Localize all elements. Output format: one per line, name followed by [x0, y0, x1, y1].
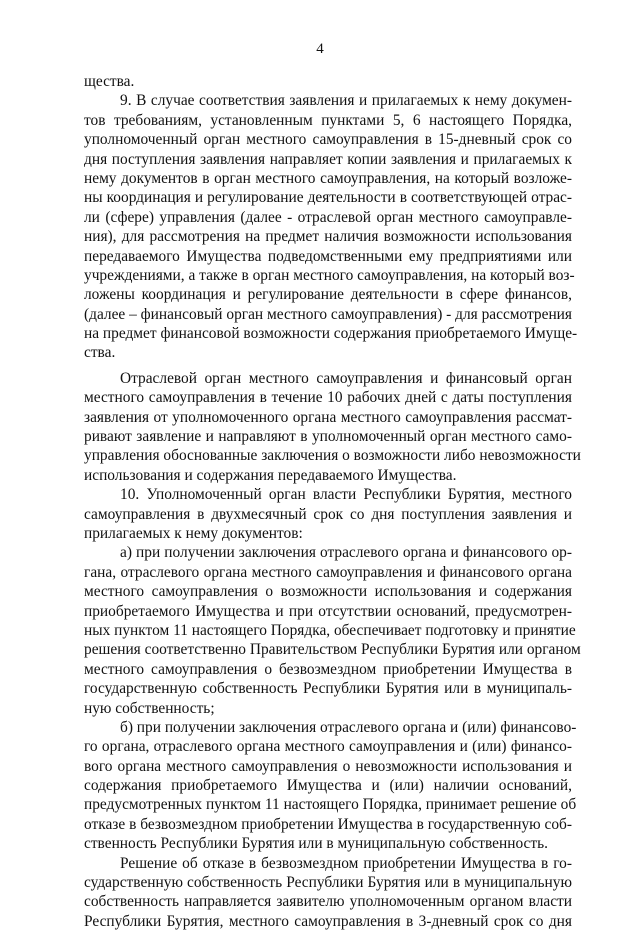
text-line: гана, отраслевого органа местного самоуправления и финансового органа — [84, 563, 572, 581]
text-line: ства. — [84, 344, 116, 362]
text-line: ривают заявление и направляют в уполномоченный орган местного само- — [84, 428, 572, 446]
text-line: управления обоснованные заключения о возможности либо невозможности — [84, 447, 581, 465]
text-line: отказе в безвозмездном приобретении Имущества в государственную соб- — [84, 815, 572, 833]
text-line: 9. В случае соответствия заявления и прилагаемых к нему докумен- — [120, 92, 572, 110]
text-line: ли (сфере) управления (далее - отраслевой орган местного самоуправле- — [84, 208, 572, 226]
text-line: ных пунктом 11 настоящего Порядка, обеспечивает подготовку и принятие — [84, 621, 576, 639]
text-line: решения соответственно Правительством Республики Бурятия или органом — [84, 641, 581, 659]
text-line: тов требованиям, установленным пунктами 5, 6 настоящего Порядка, — [84, 111, 572, 129]
paragraph-review — [84, 369, 581, 485]
text-line: дня поступления заявления направляет копии заявления и прилагаемых к — [84, 150, 572, 168]
text-line: ния), для рассмотрения на предмет наличия возможности использования — [84, 228, 572, 246]
paragraph-subitem-b — [84, 718, 577, 854]
text-line: Решение об отказе в безвозмездном приобретении Имущества в го- — [120, 854, 572, 872]
document-body — [84, 72, 581, 931]
text-line: местного самоуправления о безвозмездном приобретении Имущества в — [84, 660, 572, 678]
text-line: приобретаемого Имущества и при отсутствии оснований, предусмотрен- — [84, 602, 572, 620]
text-line: ную собственность; — [84, 699, 215, 717]
text-line: вого органа местного самоуправления о невозможности использования и — [84, 757, 572, 775]
paragraph-continuation — [84, 72, 572, 91]
text-line: местного самоуправления в течение 10 рабочих дней с даты поступления — [84, 389, 572, 407]
text-line: Отраслевой орган местного самоуправления и финансовый орган — [120, 369, 572, 387]
paragraph-item-10 — [84, 485, 572, 543]
text-line: щества. — [84, 73, 135, 90]
paragraph-item-9 — [84, 91, 578, 362]
text-line: сударственную собственность Республики Бурятия или в муниципальную — [84, 874, 572, 892]
text-line: местного самоуправления о возможности использования и содержания — [84, 583, 572, 601]
text-line: ны координация и регулирование деятельности в соответствующей отрас- — [84, 189, 572, 207]
text-line: а) при получении заключения отраслевого органа и финансового ор- — [120, 544, 572, 562]
paragraph-subitem-a — [84, 543, 581, 718]
text-line: передаваемого Имущества подведомственными ему предприятиями или — [84, 247, 572, 265]
text-line: государственную собственность Республики Бурятия или в муниципаль- — [84, 680, 572, 698]
text-line: предусмотренных пунктом 11 настоящего Порядка, принимает решение об — [84, 796, 577, 814]
text-line: прилагаемых к нему документов: — [84, 524, 303, 542]
text-line: собственность направляется заявителю уполномоченным органом власти — [84, 893, 572, 911]
text-line: го органа, отраслевого органа местного самоуправления и (или) финансо- — [84, 738, 572, 756]
paragraph-refusal-notice — [84, 854, 572, 931]
text-line: б) при получении заключения отраслевого органа и (или) финансово- — [120, 718, 577, 736]
text-line: самоуправления в двухмесячный срок со дня поступления заявления и — [84, 505, 572, 523]
text-line: 10. Уполномоченный орган власти Республики Бурятия, местного — [120, 486, 572, 504]
text-line: учреждениями, а также в орган местного самоуправления, на который воз- — [84, 266, 575, 284]
text-line: ственность Республики Бурятия или в муниципальную собственность. — [84, 835, 548, 853]
text-line: Республики Бурятия, местного самоуправления в 3-дневный срок со дня — [84, 912, 572, 930]
text-line: нему документов в орган местного самоуправления, на который возложе- — [84, 169, 572, 187]
page-number: 4 — [316, 41, 324, 57]
text-line: использования и содержания передаваемого Имущества. — [84, 466, 457, 484]
text-line: уполномоченный орган местного самоуправления в 15-дневный срок со — [84, 131, 572, 149]
text-line: (далее – финансовый орган местного самоуправления) - для рассмотрения — [84, 305, 572, 323]
text-line: заявления от уполномоченного органа местного самоуправления рассмат- — [84, 408, 572, 426]
text-line: содержания приобретаемого Имущества и (или) наличии оснований, — [84, 777, 572, 795]
text-line: ложены координация и регулирование деятельности в сфере финансов, — [84, 286, 572, 304]
text-line: на предмет финансовой возможности содержания приобретаемого Имуще- — [84, 325, 578, 343]
